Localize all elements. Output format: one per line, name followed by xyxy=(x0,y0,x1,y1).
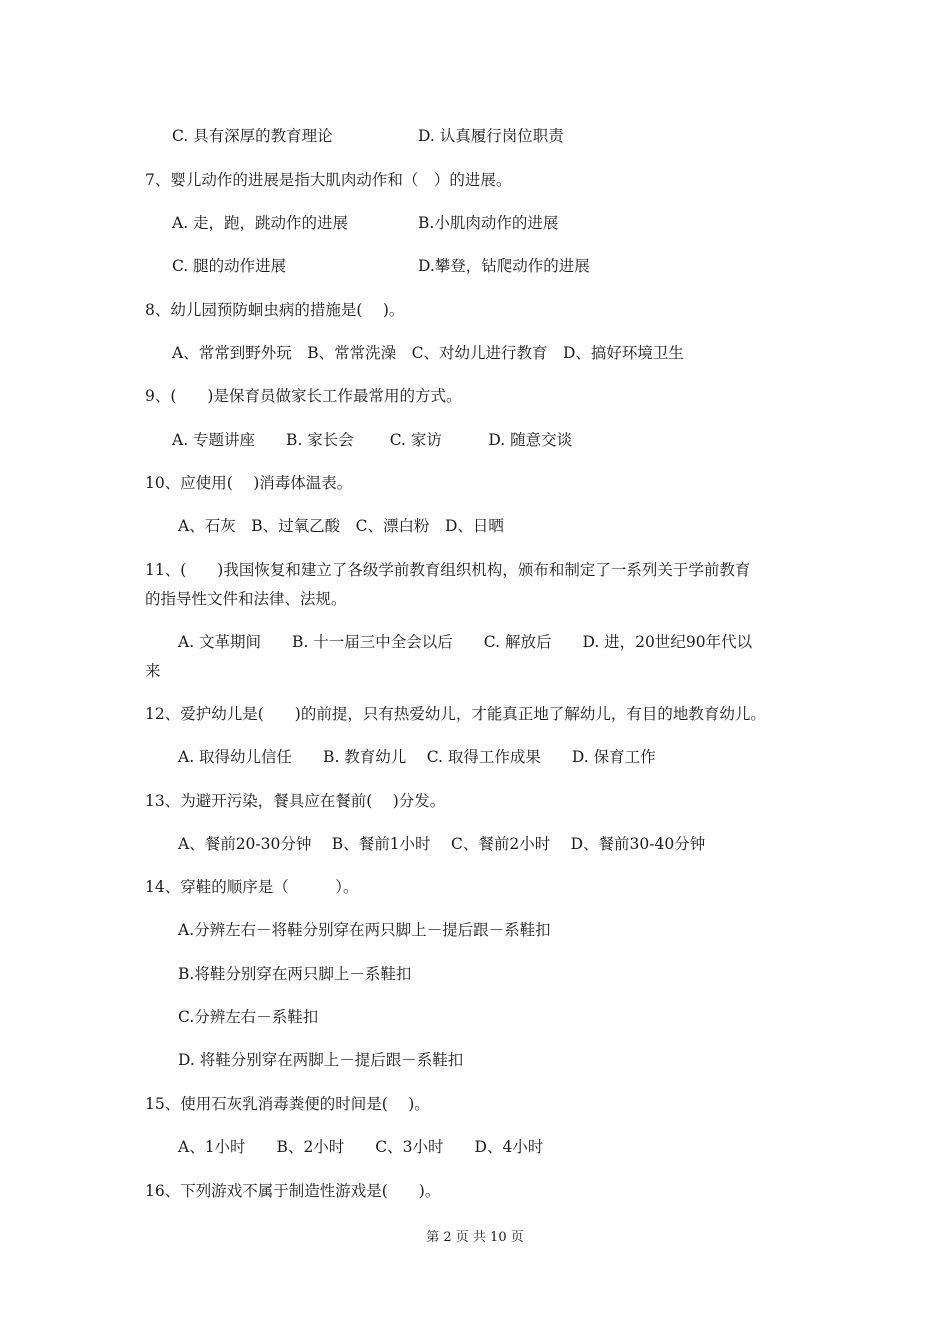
question-8: 8、幼儿园预防蛔虫病的措施是( )。 xyxy=(145,301,405,319)
q12-options: A. 取得幼儿信任 B. 教育幼儿 C. 取得工作成果 D. 保育工作 xyxy=(178,748,656,766)
q10-options: A、石灰 B、过氧乙酸 C、漂白粉 D、日晒 xyxy=(178,517,504,535)
q6-option-d: D. 认真履行岗位职责 xyxy=(418,127,564,145)
question-12: 12、爱护幼儿是( )的前提，只有热爱幼儿，才能真正地了解幼儿，有目的地教育幼儿。 xyxy=(145,705,766,723)
question-15: 15、使用石灰乳消毒粪便的时间是( )。 xyxy=(145,1095,430,1113)
question-9: 9、( )是保育员做家长工作最常用的方式。 xyxy=(145,387,462,405)
question-11-line-2: 的指导性文件和法律、法规。 xyxy=(145,590,347,608)
q7-options-row-1 xyxy=(172,213,559,233)
q14-option-b: B.将鞋分别穿在两只脚上－系鞋扣 xyxy=(178,965,412,983)
question-7: 7、婴儿动作的进展是指大肌肉动作和（ ）的进展。 xyxy=(145,171,512,189)
q14-option-a: A.分辨左右－将鞋分别穿在两只脚上－提后跟－系鞋扣 xyxy=(178,921,551,939)
question-11-line-1: 11、( )我国恢复和建立了各级学前教育组织机构，颁布和制定了一系列关于学前教育 xyxy=(145,561,751,579)
q7-option-c: C. 腿的动作进展 xyxy=(172,257,287,275)
question-13: 13、为避开污染，餐具应在餐前( )分发。 xyxy=(145,792,446,810)
q8-options: A、常常到野外玩 B、常常洗澡 C、对幼儿进行教育 D、搞好环境卫生 xyxy=(172,344,684,362)
q6-options-row xyxy=(172,126,564,146)
q11-options: A. 文革期间 B. 十一届三中全会以后 C. 解放后 D. 进，20世纪90年代以 xyxy=(178,633,753,651)
q15-options: A、1小时 B、2小时 C、3小时 D、4小时 xyxy=(178,1138,544,1156)
q14-option-d: D. 将鞋分别穿在两脚上－提后跟－系鞋扣 xyxy=(178,1051,464,1069)
q7-option-d: D.攀登，钻爬动作的进展 xyxy=(418,257,590,275)
q7-option-b: B.小肌肉动作的进展 xyxy=(418,214,559,232)
q6-option-c: C. 具有深厚的教育理论 xyxy=(172,127,333,145)
q11-options-continued: 来 xyxy=(145,662,161,680)
q14-option-c: C.分辨左右－系鞋扣 xyxy=(178,1008,319,1026)
q7-option-a: A. 走，跑，跳动作的进展 xyxy=(172,214,349,232)
question-16: 16、下列游戏不属于制造性游戏是( )。 xyxy=(145,1182,441,1200)
q7-options-row-2 xyxy=(172,256,590,276)
q9-options: A. 专题讲座 B. 家长会 C. 家访 D. 随意交谈 xyxy=(172,431,573,449)
q13-options: A、餐前20-30分钟 B、餐前1小时 C、餐前2小时 D、餐前30-40分钟 xyxy=(178,835,706,853)
question-10: 10、应使用( )消毒体温表。 xyxy=(145,474,353,492)
page-footer: 第 2 页 共 10 页 xyxy=(426,1230,524,1245)
question-14: 14、穿鞋的顺序是（ ）。 xyxy=(145,878,359,896)
